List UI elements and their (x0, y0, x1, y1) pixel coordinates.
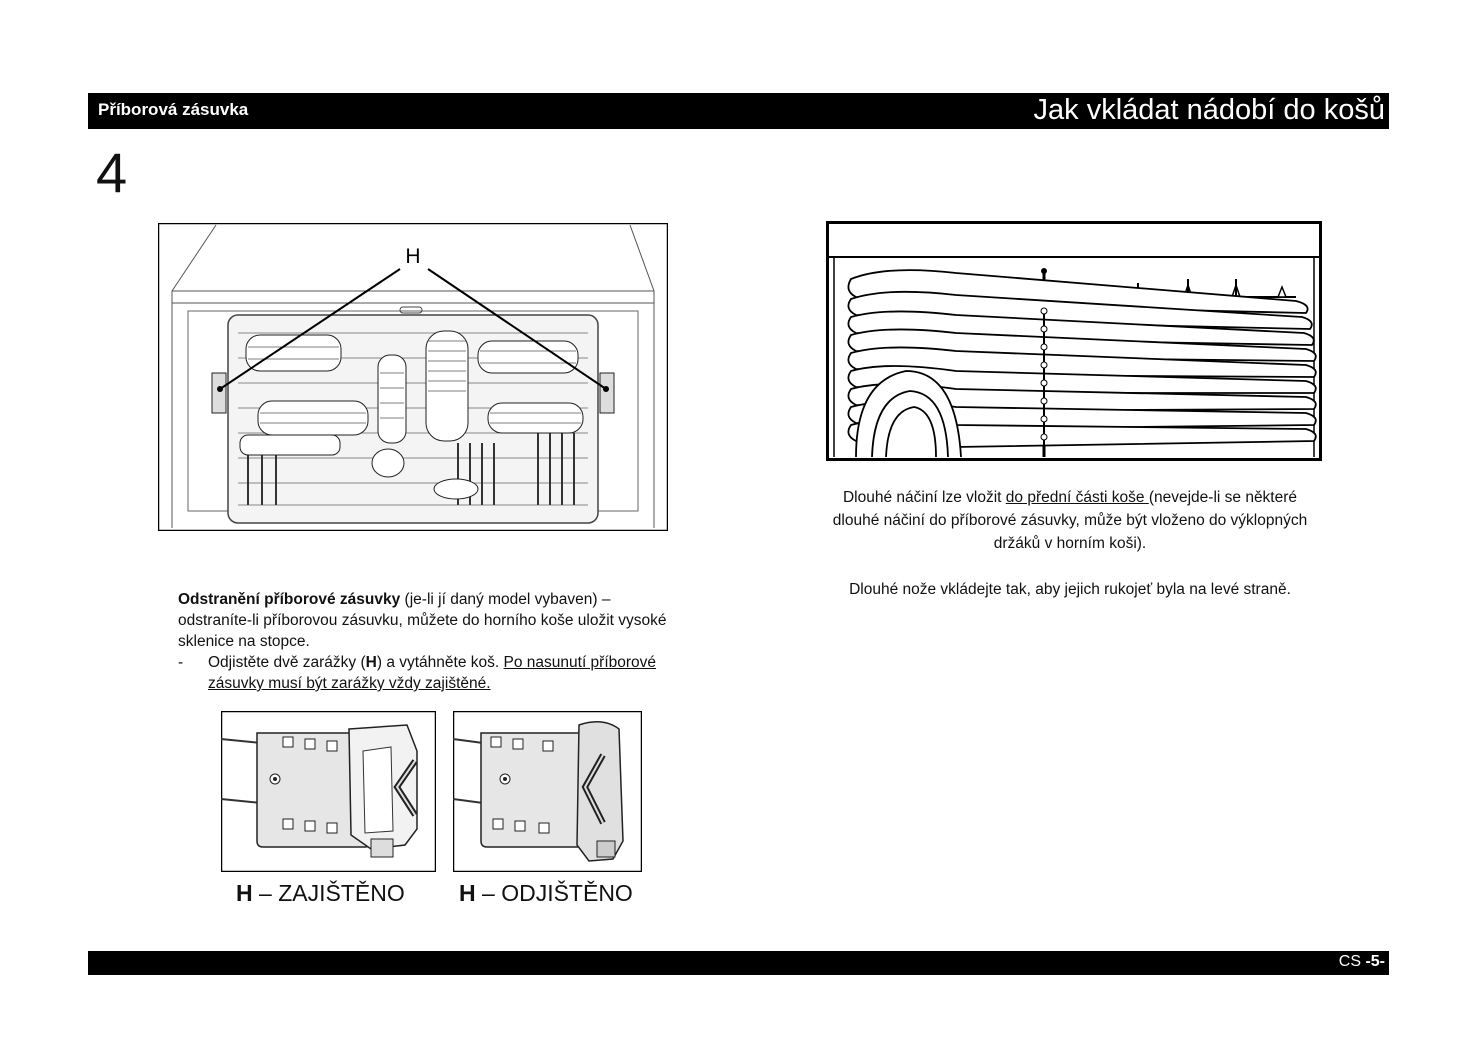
header-bar (88, 93, 1389, 129)
caption-locked-letter: H (236, 880, 253, 906)
removal-instructions (178, 589, 673, 694)
removal-bullet (178, 652, 673, 694)
long-utensils-illustration (826, 221, 1322, 461)
page-num-value: -5- (1365, 953, 1385, 970)
page-title: Jak vkládat nádobí do košů (1033, 94, 1385, 126)
bullet-text-2: ) a vytáhněte koš. (376, 654, 504, 671)
long-utensils-paragraph-1 (826, 486, 1314, 555)
caption-locked (236, 880, 405, 907)
bullet-marker: - (178, 654, 184, 671)
removal-paragraph (178, 589, 673, 652)
caption-locked-text: – ZAJIŠTĚNO (252, 880, 405, 906)
latch-unlocked-illustration (453, 711, 642, 872)
page-number (1339, 953, 1385, 971)
caption-unlocked-letter: H (459, 880, 476, 906)
drawer-illustration (158, 223, 668, 531)
step-number: 4 (96, 141, 128, 204)
long-utensils-paragraph-2: Dlouhé nože vkládejte tak, aby jejich rukojeť byla na levé straně. (849, 581, 1291, 598)
p1-underlined: do přední části koše (1005, 489, 1149, 506)
footer-bar (88, 951, 1389, 975)
p1-a: Dlouhé náčiní lze vložit (842, 489, 1006, 506)
long-utensils-text (826, 486, 1314, 601)
bullet-underlined: Po nasunutí příborové zásuvky musí být zarážky vždy zajištěné. (208, 654, 657, 692)
page-lang: CS (1338, 953, 1366, 970)
callout-h: H (405, 245, 421, 268)
removal-bold-lead: Odstranění příborové zásuvky (178, 591, 401, 608)
caption-unlocked-text: – ODJIŠTĚNO (475, 880, 633, 906)
removal-text: (je-li jí daný model vybaven) – odstraníte-li příborovou zásuvku, můžete do horního koše uložit vysoké sklenice na stopce. (178, 591, 667, 650)
p1-b: (nevejde-li se některé dlouhé náčiní do příborové zásuvky, může být vloženo do výklopných držáků v horním koši). (832, 489, 1308, 552)
caption-unlocked (459, 880, 633, 907)
bullet-bold: H (365, 654, 377, 671)
bullet-text-1: Odjistěte dvě zarážky ( (208, 654, 366, 671)
latch-locked-illustration (221, 711, 436, 872)
section-label: Příborová zásuvka (98, 100, 249, 119)
